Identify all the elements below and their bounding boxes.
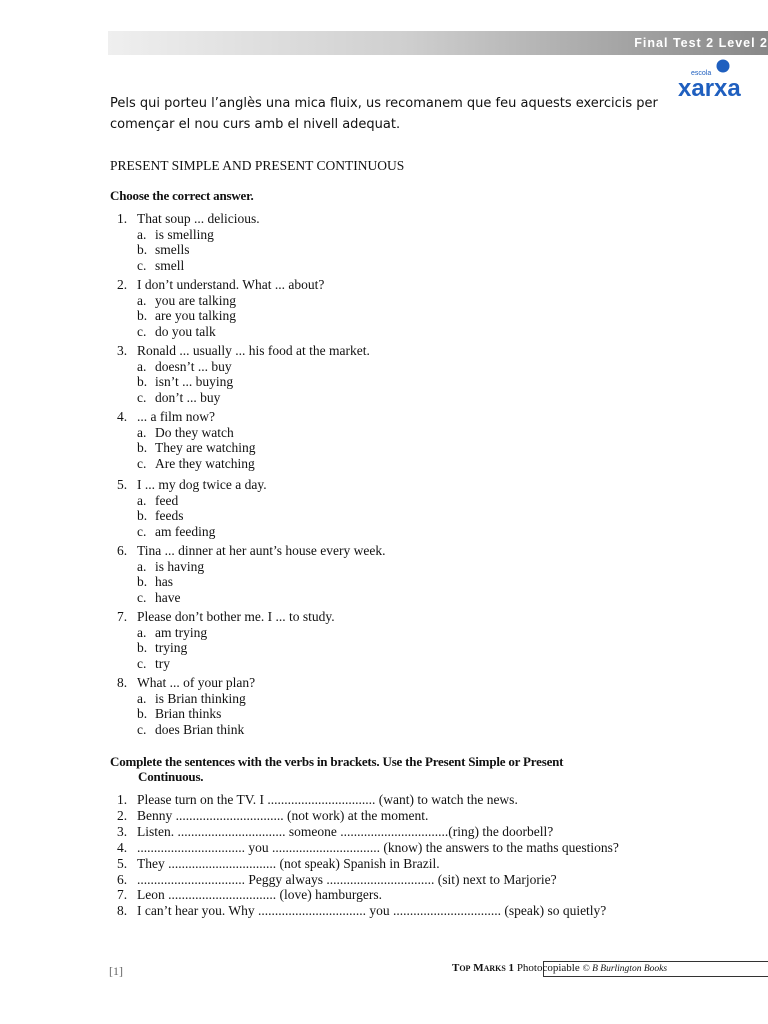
question-stem [117,211,260,227]
answer-option [137,242,260,258]
option-text: Are they watching [155,455,255,471]
option-text: doesn’t ... buy [155,358,232,374]
option-text: is having [155,558,205,574]
answer-option [137,656,335,672]
sentence-item [117,887,619,903]
question-number: 5. [117,477,128,492]
sentence-number: 3. [117,823,128,839]
option-letter: c. [137,455,147,471]
answer-option [137,390,370,406]
sentence-number: 8. [117,903,128,919]
question-stem [117,675,255,691]
question-item [117,277,324,339]
sentence-number: 2. [117,807,128,823]
question-item [117,543,385,605]
question-stem [117,343,370,359]
footer-credit [452,962,667,974]
question-text: I ... my dog twice a day. [137,477,267,492]
option-letter: a. [137,226,147,242]
answer-option [137,493,267,509]
sentence-text: Leon ................................ (love) hamburgers. [137,887,382,903]
option-letter: c. [137,655,147,671]
question-text: Ronald ... usually ... his food at the market. [137,343,370,358]
question-number: 8. [117,675,128,690]
option-text: They are watching [155,440,256,456]
part1-instruction: Choose the correct answer. [110,188,254,203]
question-text: I don’t understand. What ... about? [137,277,325,292]
option-text: does Brian think [155,721,245,737]
xarxa-logo [676,58,750,102]
sentence-item [117,792,619,808]
intro-paragraph: Pels qui porteu l’anglès una mica fluix, us recomanem que feu aquests exercicis per començar el nou curs amb el nivell adequat. [110,96,658,132]
sentence-text: ................................ Peggy always ................................ (sit) next to Marjorie? [137,871,557,887]
answer-option [137,308,324,324]
sentence-item [117,808,619,824]
part2-instruction: Complete the sentences with the verbs in brackets. Use the Present Simple or Present [110,754,564,769]
svg-text:escola: escola [691,70,712,77]
answer-option [137,324,324,340]
option-text: smells [155,242,190,258]
question-text: Please don’t bother me. I ... to study. [137,609,335,624]
footer-brand: Top Marks 1 [452,962,515,974]
answer-option [137,625,335,641]
question-text: That soup ... delicious. [137,211,260,226]
option-letter: b. [137,440,148,456]
answer-option [137,559,385,575]
option-text: isn’t ... buying [155,374,234,390]
question-item [117,409,255,471]
option-letter: a. [137,492,147,508]
option-letter: b. [137,574,148,590]
option-letter: b. [137,374,148,390]
option-letter: a. [137,690,147,706]
option-text: am feeding [155,523,216,539]
answer-option [137,574,385,590]
sentences-list [117,792,619,919]
option-text: try [155,655,170,671]
option-letter: c. [137,721,147,737]
sentence-number: 7. [117,887,128,903]
question-item [117,343,370,405]
sentence-number: 5. [117,855,128,871]
question-number: 7. [117,609,128,624]
option-letter: a. [137,558,147,574]
option-letter: b. [137,508,148,524]
option-letter: a. [137,624,147,640]
answer-option [137,359,370,375]
question-number: 3. [117,343,128,358]
option-letter: c. [137,389,147,405]
answer-option [137,706,255,722]
option-letter: a. [137,292,147,308]
question-stem [117,609,335,625]
sentence-item [117,872,619,888]
sentence-text: Listen. ................................ someone ................................(ring) the doorbell? [137,823,554,839]
option-text: smell [155,257,185,273]
option-text: are you talking [155,308,236,324]
option-letter: b. [137,242,148,258]
option-text: is Brian thinking [155,690,246,706]
option-letter: c. [137,523,147,539]
answer-option [137,640,335,656]
section-title: PRESENT SIMPLE AND PRESENT CONTINUOUS [110,158,405,173]
question-text: Tina ... dinner at her aunt’s house every week. [137,543,386,558]
option-text: you are talking [155,292,236,308]
footer-photocopiable: Photocopiable [516,962,580,974]
sentence-number: 1. [117,792,128,807]
option-text: feeds [155,508,184,524]
answer-option [137,374,370,390]
question-stem [117,477,267,493]
option-letter: b. [137,308,148,324]
sentence-item [117,856,619,872]
option-letter: a. [137,424,147,440]
answer-option [137,293,324,309]
sentence-text: ................................ you ................................ (know) the answers to the maths questions? [137,839,619,855]
sentence-item [117,840,619,856]
option-letter: c. [137,257,147,273]
question-item [117,477,267,539]
option-text: have [155,589,181,605]
question-text: ... a film now? [137,409,215,424]
sentence-text: Benny ................................ (not work) at the moment. [137,807,429,823]
question-number: 2. [117,277,128,292]
answer-option [137,456,255,472]
answer-option [137,440,255,456]
header-title: Final Test 2 Level 2 [634,36,768,50]
sentence-item [117,903,619,919]
answer-option [137,425,255,441]
answer-option [137,258,260,274]
option-text: don’t ... buy [155,389,221,405]
question-item [117,211,260,273]
svg-text:xarxa: xarxa [678,75,741,102]
answer-option [137,508,267,524]
option-text: Do they watch [155,424,234,440]
part2-instruction-continued: Continuous. [138,769,204,784]
option-text: is smelling [155,226,214,242]
option-letter: c. [137,323,147,339]
option-text: feed [155,492,179,508]
option-text: trying [155,640,188,656]
question-item [117,609,335,671]
sentence-text: They ................................ (not speak) Spanish in Brazil. [137,855,440,871]
question-text: What ... of your plan? [137,675,256,690]
answer-option [137,227,260,243]
sentence-item [117,824,619,840]
option-letter: b. [137,640,148,656]
option-letter: b. [137,706,148,722]
question-stem [117,409,255,425]
option-text: am trying [155,624,208,640]
question-stem [117,543,385,559]
sentence-text: I can’t hear you. Why ................................ you ................................ (speak) so quietly? [137,903,607,919]
option-letter: c. [137,589,147,605]
answer-option [137,691,255,707]
question-item [117,675,255,737]
footer-copyright: © B Burlington Books [582,964,668,974]
question-number: 1. [117,211,128,226]
option-text: Brian thinks [155,706,222,722]
page-number: [1] [109,964,123,978]
sentence-number: 6. [117,871,128,887]
answer-option [137,590,385,606]
question-stem [117,277,324,293]
option-letter: a. [137,358,147,374]
answer-option [137,722,255,738]
sentence-text: Please turn on the TV. I ................................ (want) to watch the news. [137,792,518,807]
option-text: do you talk [155,323,216,339]
answer-option [137,524,267,540]
sentence-number: 4. [117,839,128,855]
question-number: 4. [117,409,128,424]
option-text: has [155,574,173,590]
question-number: 6. [117,543,128,558]
